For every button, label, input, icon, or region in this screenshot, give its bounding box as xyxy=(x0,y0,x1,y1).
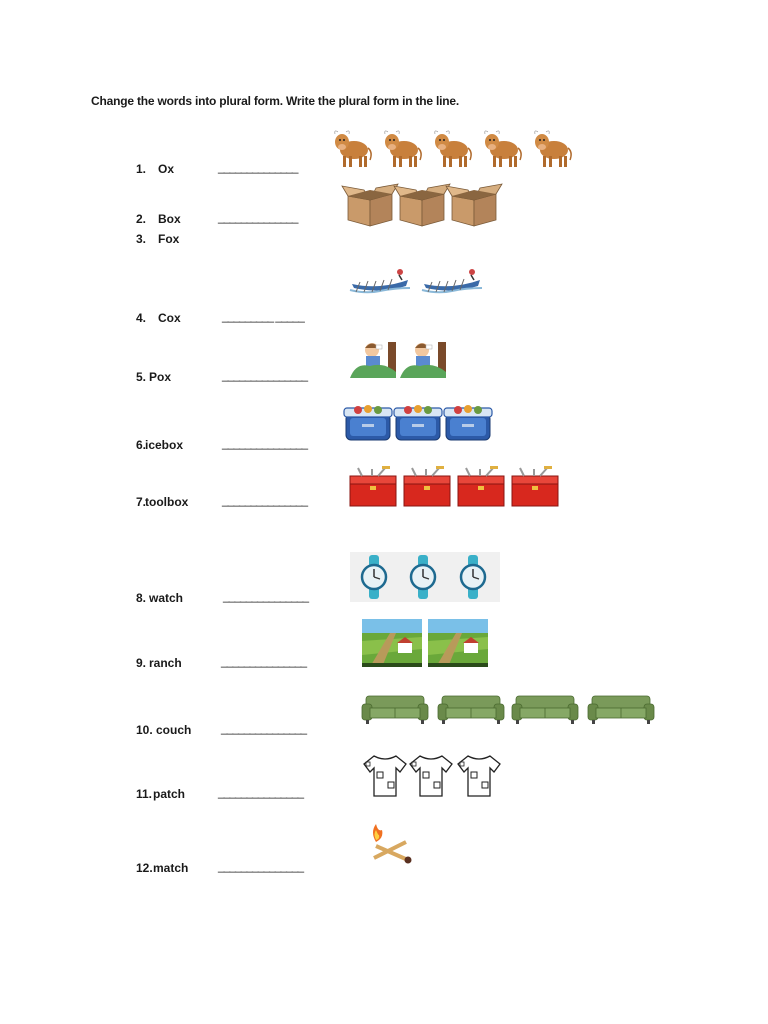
item-word: toolbox xyxy=(145,495,189,509)
sick-person-icon xyxy=(348,334,452,382)
answer-line[interactable]: _______________ xyxy=(222,436,308,450)
toolbox-icon xyxy=(346,464,564,508)
item-word: match xyxy=(153,861,189,875)
answer-line[interactable]: _________ _____ xyxy=(222,309,304,323)
answer-line[interactable]: _______________ xyxy=(221,654,307,668)
answer-line[interactable]: _______________ xyxy=(222,493,308,507)
item-number: 1. xyxy=(136,162,147,176)
watch-icon xyxy=(350,552,500,602)
item-number: 9. xyxy=(136,656,147,670)
icebox-icon xyxy=(342,398,497,446)
box-icon xyxy=(340,180,505,228)
answer-line[interactable]: ______________ xyxy=(218,160,298,174)
match-icon xyxy=(366,820,416,868)
answer-line[interactable]: _______________ xyxy=(218,785,304,799)
item-number: 10. xyxy=(136,723,153,737)
shirt-patch-icon xyxy=(360,752,504,800)
instruction-text: Change the words into plural form. Write the plural form in the line. xyxy=(91,94,460,108)
item-word: watch xyxy=(149,591,184,605)
answer-line[interactable]: _______________ xyxy=(218,859,304,873)
rowing-boat-icon xyxy=(346,260,491,300)
item-number: 7. xyxy=(136,495,147,509)
item-word: icebox xyxy=(145,438,184,452)
item-word: Ox xyxy=(158,162,175,176)
answer-line[interactable]: _______________ xyxy=(221,721,307,735)
answer-line[interactable]: ______________ xyxy=(218,210,298,224)
item-number: 8. xyxy=(136,591,147,605)
item-number: 4. xyxy=(136,311,147,325)
item-number: 5. xyxy=(136,370,147,384)
item-word: Pox xyxy=(149,370,172,384)
ranch-icon xyxy=(360,617,490,669)
answer-line[interactable]: _______________ xyxy=(223,589,309,603)
item-number: 6. xyxy=(136,438,147,452)
item-number: 2. xyxy=(136,212,147,226)
item-number: 12. xyxy=(136,861,153,875)
item-number: 3. xyxy=(136,232,147,246)
answer-line[interactable]: _______________ xyxy=(222,368,308,382)
item-word: patch xyxy=(153,787,186,801)
ox-icon xyxy=(328,124,578,172)
item-word: Cox xyxy=(158,311,181,325)
item-number: 11. xyxy=(136,787,153,801)
item-word: Fox xyxy=(158,232,180,246)
item-word: couch xyxy=(156,723,192,737)
couch-icon xyxy=(360,690,658,726)
item-word: Box xyxy=(158,212,181,226)
item-word: ranch xyxy=(149,656,182,670)
